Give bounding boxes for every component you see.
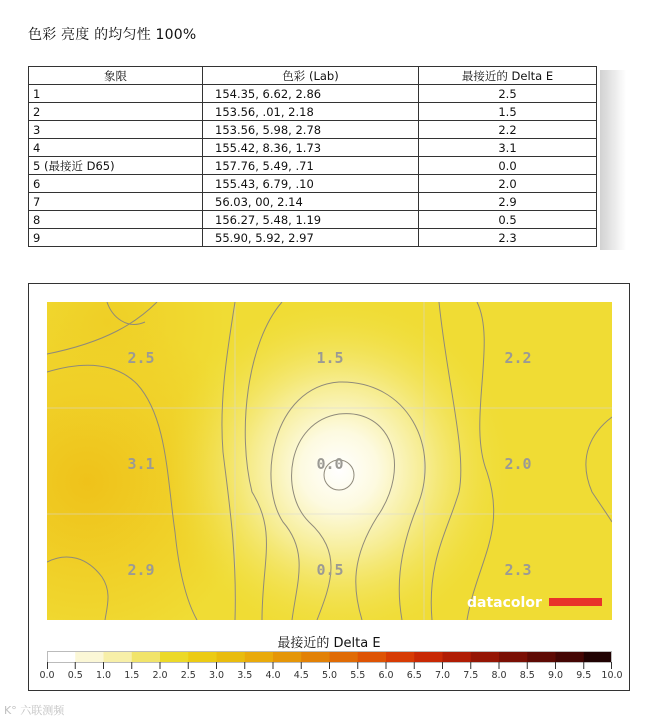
svg-text:datacolor: datacolor xyxy=(467,595,542,611)
table-row xyxy=(29,157,597,175)
quadrant-cell: 1 xyxy=(29,85,203,103)
table-row xyxy=(29,193,597,211)
scale-tick-label: 8.0 xyxy=(491,670,507,681)
header-quadrant: 象限 xyxy=(29,67,203,85)
table-row xyxy=(29,229,597,247)
quadrant-cell: 3 xyxy=(29,121,203,139)
delta-e-cell: 2.2 xyxy=(419,121,597,139)
scale-tick-label: 5.0 xyxy=(321,670,338,681)
lab-cell: 157.76, 5.49, .71 xyxy=(203,157,419,175)
page-title: 色彩 亮度 的均匀性 100% xyxy=(28,27,197,43)
delta-e-cell: 2.0 xyxy=(419,175,597,193)
scale-tick-labels xyxy=(29,670,631,684)
cell-value-7: 2.9 xyxy=(127,561,155,579)
quadrant-cell: 8 xyxy=(29,211,203,229)
scale-tick-label: 0.0 xyxy=(39,670,55,681)
cell-value-6: 2.0 xyxy=(504,455,532,473)
cell-value-9: 2.3 xyxy=(504,561,532,579)
cell-value-8: 0.5 xyxy=(316,561,344,579)
scale-tick-label: 9.0 xyxy=(547,670,564,681)
scale-tick-label: 9.5 xyxy=(576,670,592,681)
delta-e-cell: 2.9 xyxy=(419,193,597,211)
scale-tick-label: 7.0 xyxy=(434,670,451,681)
scale-tick-label: 6.5 xyxy=(406,670,422,681)
scale-tick-label: 2.0 xyxy=(152,670,168,681)
lab-cell: 55.90, 5.92, 2.97 xyxy=(203,229,419,247)
table-row xyxy=(29,175,597,193)
delta-e-cell: 1.5 xyxy=(419,103,597,121)
scale-tick-label: 5.5 xyxy=(350,670,366,681)
cell-value-3: 2.2 xyxy=(504,349,532,367)
table-row xyxy=(29,211,597,229)
cell-value-2: 1.5 xyxy=(316,349,344,367)
scale-tick-label: 1.0 xyxy=(95,670,112,681)
delta-e-cell: 2.5 xyxy=(419,85,597,103)
quadrant-cell: 6 xyxy=(29,175,203,193)
header-delta-e: 最接近的 Delta E xyxy=(419,67,597,85)
lab-cell: 155.43, 6.79, .10 xyxy=(203,175,419,193)
watermark: K° 六联测频 xyxy=(4,704,65,717)
table-shadow xyxy=(600,70,626,250)
scale-tick-label: 0.5 xyxy=(67,670,83,681)
scale-tick-label: 3.0 xyxy=(208,670,225,681)
uniformity-heatmap-panel xyxy=(28,283,630,691)
lab-cell: 155.42, 8.36, 1.73 xyxy=(203,139,419,157)
table-row xyxy=(29,121,597,139)
table-row xyxy=(29,103,597,121)
scale-ticks xyxy=(47,662,612,670)
lab-cell: 153.56, 5.98, 2.78 xyxy=(203,121,419,139)
quadrant-cell: 9 xyxy=(29,229,203,247)
scale-tick-label: 6.0 xyxy=(378,670,394,681)
delta-e-cell: 0.5 xyxy=(419,211,597,229)
delta-e-cell: 2.3 xyxy=(419,229,597,247)
scale-tick-label: 8.5 xyxy=(519,670,535,681)
delta-e-cell: 3.1 xyxy=(419,139,597,157)
scale-tick-label: 2.5 xyxy=(180,670,196,681)
cell-value-4: 3.1 xyxy=(127,455,155,473)
scale-tick-label: 4.0 xyxy=(265,670,281,681)
cell-value-1: 2.5 xyxy=(127,349,155,367)
lab-cell: 154.35, 6.62, 2.86 xyxy=(203,85,419,103)
scale-tick-label: 10.0 xyxy=(601,670,623,681)
table-row xyxy=(29,85,597,103)
delta-e-cell: 0.0 xyxy=(419,157,597,175)
lab-cell: 156.27, 5.48, 1.19 xyxy=(203,211,419,229)
quadrant-cell: 7 xyxy=(29,193,203,211)
scale-tick-label: 3.5 xyxy=(237,670,253,681)
quadrant-cell: 4 xyxy=(29,139,203,157)
quadrant-cell: 5 (最接近 D65) xyxy=(29,157,203,175)
scale-tick-label: 1.5 xyxy=(124,670,140,681)
header-color-lab: 色彩 (Lab) xyxy=(203,67,419,85)
cell-value-5: 0.0 xyxy=(316,455,344,473)
table-header-row xyxy=(29,67,597,85)
scale-tick-label: 4.5 xyxy=(293,670,309,681)
uniformity-heatmap xyxy=(47,302,612,620)
quadrant-cell: 2 xyxy=(29,103,203,121)
legend-title: 最接近的 Delta E xyxy=(277,636,381,651)
lab-cell: 153.56, .01, 2.18 xyxy=(203,103,419,121)
lab-cell: 56.03, 00, 2.14 xyxy=(203,193,419,211)
quadrant-table xyxy=(28,66,596,247)
table-row xyxy=(29,139,597,157)
scale-tick-label: 7.5 xyxy=(463,670,479,681)
